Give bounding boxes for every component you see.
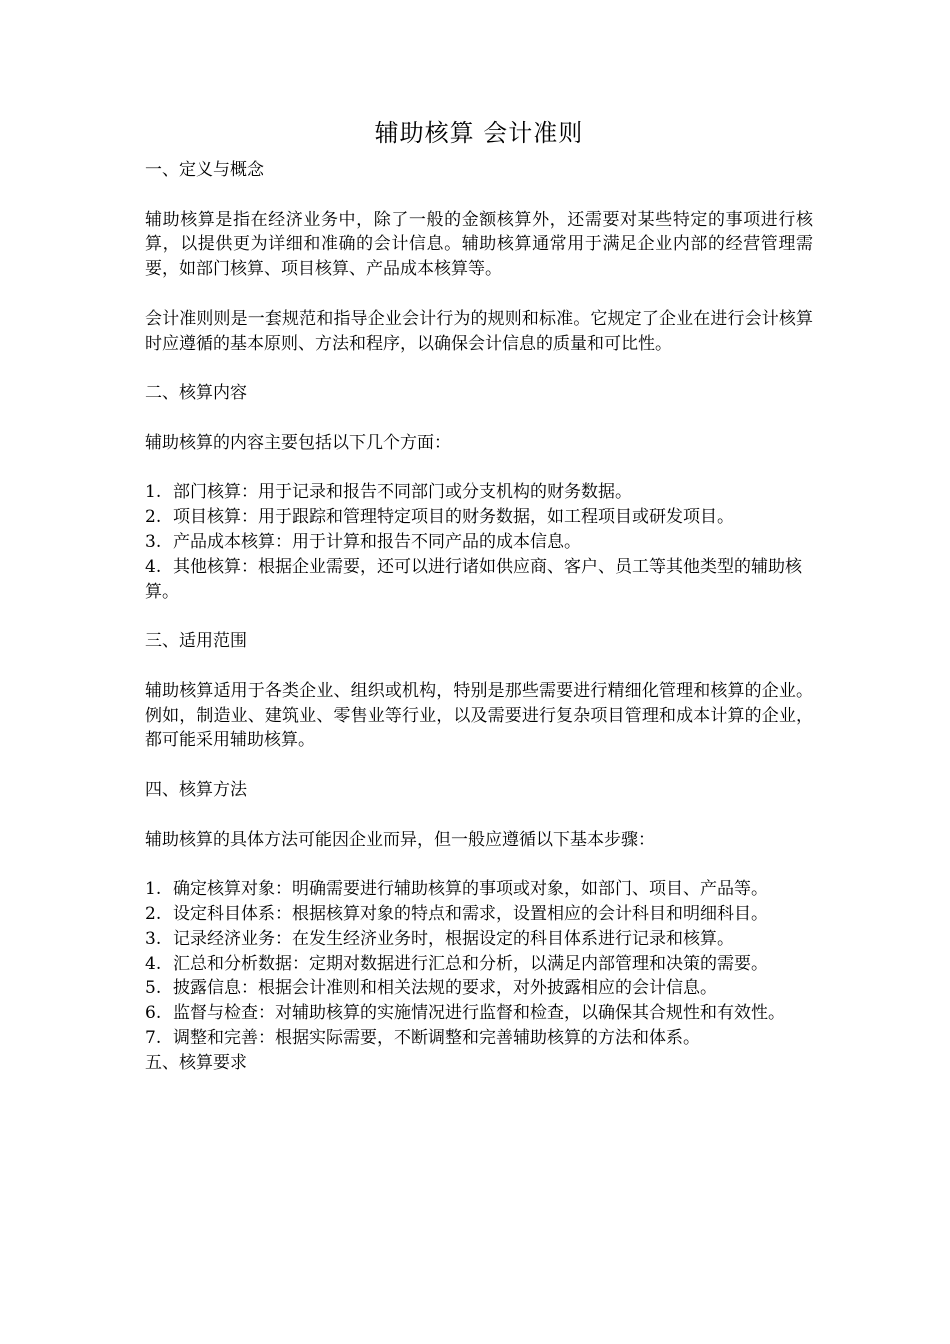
list-item — [145, 555, 813, 605]
list-number: 4. — [145, 953, 162, 974]
list-number: 3. — [145, 928, 162, 949]
list-number: 6. — [145, 1003, 162, 1024]
list-item — [145, 976, 813, 1001]
list-item — [145, 877, 813, 902]
list-text: 设定科目体系：根据核算对象的特点和需求，设置相应的会计科目和明细科目。 — [173, 903, 768, 924]
section-4-intro: 辅助核算的具体方法可能因企业而异，但一般应遵循以下基本步骤： — [145, 829, 655, 850]
spacer — [145, 282, 813, 307]
list-number: 1. — [145, 482, 162, 503]
spacer — [145, 852, 813, 877]
list-number: 2. — [145, 507, 162, 528]
section-1-heading: 一、定义与概念 — [145, 160, 264, 180]
section-1-paragraph-2: 会计准则则是一套规范和指导企业会计行为的规则和标准。它规定了企业在进行会计核算时应遵循的基本原则、方法和程序，以确保会计信息的质量和可比性。 — [145, 308, 813, 354]
spacer — [145, 803, 813, 828]
list-text: 产品成本核算：用于计算和报告不同产品的成本信息。 — [173, 531, 581, 552]
list-item — [145, 1026, 813, 1051]
spacer — [145, 753, 813, 778]
spacer — [145, 654, 813, 679]
list-text: 披露信息：根据会计准则和相关法规的要求，对外披露相应的会计信息。 — [173, 978, 717, 999]
list-item — [145, 952, 813, 977]
list-number: 2. — [145, 903, 162, 924]
section-2-list — [145, 480, 813, 604]
spacer — [145, 183, 813, 208]
list-text: 汇总和分析数据：定期对数据进行汇总和分析，以满足内部管理和决策的需要。 — [173, 953, 768, 974]
spacer — [145, 406, 813, 431]
list-text: 记录经济业务：在发生经济业务时，根据设定的科目体系进行记录和核算。 — [173, 928, 734, 949]
list-number: 4. — [145, 556, 162, 577]
spacer — [145, 604, 813, 629]
section-1-paragraph-1: 辅助核算是指在经济业务中，除了一般的金额核算外，还需要对某些特定的事项进行核算，以提供更为详细和准确的会计信息。辅助核算通常用于满足企业内部的经营管理需要，如部门核算、项目核算、产品成本核算等。 — [145, 209, 813, 280]
list-item — [145, 927, 813, 952]
document-page — [145, 112, 813, 1075]
list-text: 其他核算：根据企业需要，还可以进行诸如供应商、客户、员工等其他类型的辅助核算。 — [145, 556, 802, 602]
section-3-paragraph-1: 辅助核算适用于各类企业、组织或机构，特别是那些需要进行精细化管理和核算的企业。例如，制造业、建筑业、零售业等行业，以及需要进行复杂项目管理和成本计算的企业，都可能采用辅助核算。 — [145, 680, 813, 751]
list-number: 5. — [145, 978, 162, 999]
list-text: 部门核算：用于记录和报告不同部门或分支机构的财务数据。 — [173, 482, 632, 503]
list-item — [145, 902, 813, 927]
list-text: 调整和完善：根据实际需要，不断调整和完善辅助核算的方法和体系。 — [173, 1027, 700, 1048]
document-title: 辅助核算 会计准则 — [374, 119, 584, 147]
list-item — [145, 480, 813, 505]
section-4-heading: 四、核算方法 — [145, 779, 247, 800]
section-5-heading: 五、核算要求 — [145, 1052, 247, 1073]
section-3-heading: 三、适用范围 — [145, 631, 247, 652]
section-4-list — [145, 877, 813, 1051]
section-2-heading: 二、核算内容 — [145, 383, 247, 404]
list-item — [145, 505, 813, 530]
list-number: 7. — [145, 1027, 162, 1048]
section-2-intro: 辅助核算的内容主要包括以下几个方面： — [145, 432, 451, 453]
list-text: 项目核算：用于跟踪和管理特定项目的财务数据，如工程项目或研发项目。 — [173, 507, 734, 528]
spacer — [145, 456, 813, 481]
list-text: 确定核算对象：明确需要进行辅助核算的事项或对象，如部门、项目、产品等。 — [173, 879, 768, 900]
spacer — [145, 356, 813, 381]
list-number: 1. — [145, 879, 162, 900]
list-item — [145, 1001, 813, 1026]
list-item — [145, 530, 813, 555]
list-text: 监督与检查：对辅助核算的实施情况进行监督和检查，以确保其合规性和有效性。 — [173, 1003, 785, 1024]
list-number: 3. — [145, 531, 162, 552]
